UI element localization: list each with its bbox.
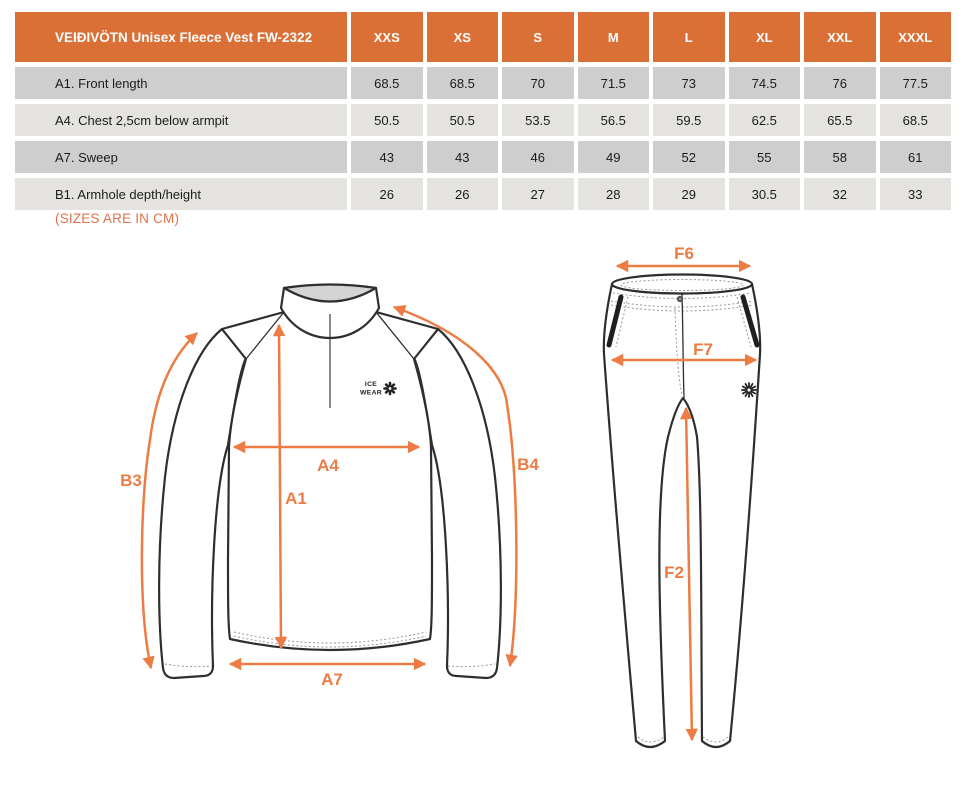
waist-opening: [612, 275, 752, 294]
measurement-value: 61: [880, 141, 952, 173]
size-header: M: [578, 12, 650, 62]
measurement-value: 55: [729, 141, 801, 173]
measurement-value: 50.5: [351, 104, 423, 136]
measurement-value: 65.5: [804, 104, 876, 136]
measurement-value: 43: [427, 141, 499, 173]
label-f6: F6: [674, 244, 694, 263]
label-f2: F2: [664, 563, 684, 582]
measurement-value: 58: [804, 141, 876, 173]
measurement-value: 29: [653, 178, 725, 210]
measurement-value: 50.5: [427, 104, 499, 136]
label-b3: B3: [120, 471, 142, 490]
label-a7: A7: [321, 670, 343, 689]
measurement-value: 27: [502, 178, 574, 210]
size-header: XXS: [351, 12, 423, 62]
size-header: S: [502, 12, 574, 62]
measurement-value: 30.5: [729, 178, 801, 210]
measurement-label: A1. Front length: [15, 67, 347, 99]
size-header: XL: [729, 12, 801, 62]
measurement-value: 77.5: [880, 67, 952, 99]
fleece-top-drawing: [120, 285, 539, 690]
size-header: XXL: [804, 12, 876, 62]
size-header: L: [653, 12, 725, 62]
measurement-value: 56.5: [578, 104, 650, 136]
label-f7: F7: [693, 340, 713, 359]
measurement-value: 33: [880, 178, 952, 210]
measurement-value: 71.5: [578, 67, 650, 99]
size-header: XS: [427, 12, 499, 62]
measurement-value: 52: [653, 141, 725, 173]
measurement-value: 26: [351, 178, 423, 210]
measurement-label: A7. Sweep: [15, 141, 347, 173]
label-a1: A1: [285, 489, 307, 508]
label-a4: A4: [317, 456, 339, 475]
measurement-value: 46: [502, 141, 574, 173]
measurement-value: 62.5: [729, 104, 801, 136]
measurement-label: A4. Chest 2,5cm below armpit: [15, 104, 347, 136]
size-header: XXXL: [880, 12, 952, 62]
snowflake-icon: [385, 383, 396, 394]
measurement-value: 68.5: [880, 104, 952, 136]
sizes-in-cm-note: (SIZES ARE IN CM): [55, 211, 180, 226]
measurement-value: 53.5: [502, 104, 574, 136]
label-b4: B4: [517, 455, 539, 474]
measurement-value: 59.5: [653, 104, 725, 136]
measurement-value: 28: [578, 178, 650, 210]
pants-drawing: [604, 244, 760, 747]
measurement-value: 76: [804, 67, 876, 99]
measurement-value: 73: [653, 67, 725, 99]
measurement-value: 43: [351, 141, 423, 173]
measurement-value: 49: [578, 141, 650, 173]
product-title: VEIÐIVÖTN Unisex Fleece Vest FW-2322: [15, 12, 347, 62]
measurement-value: 68.5: [351, 67, 423, 99]
waist-button: [677, 296, 683, 302]
logo-text-line1: ICE: [364, 381, 378, 388]
logo-text-line2: WEAR: [360, 389, 382, 397]
measurement-value: 32: [804, 178, 876, 210]
pants-body: [604, 284, 760, 747]
measurement-value: 70: [502, 67, 574, 99]
measurement-value: 74.5: [729, 67, 801, 99]
arrow-f2-inseam: [686, 408, 692, 740]
measurement-value: 26: [427, 178, 499, 210]
measurement-label: B1. Armhole depth/height: [15, 178, 347, 210]
measurement-value: 68.5: [427, 67, 499, 99]
